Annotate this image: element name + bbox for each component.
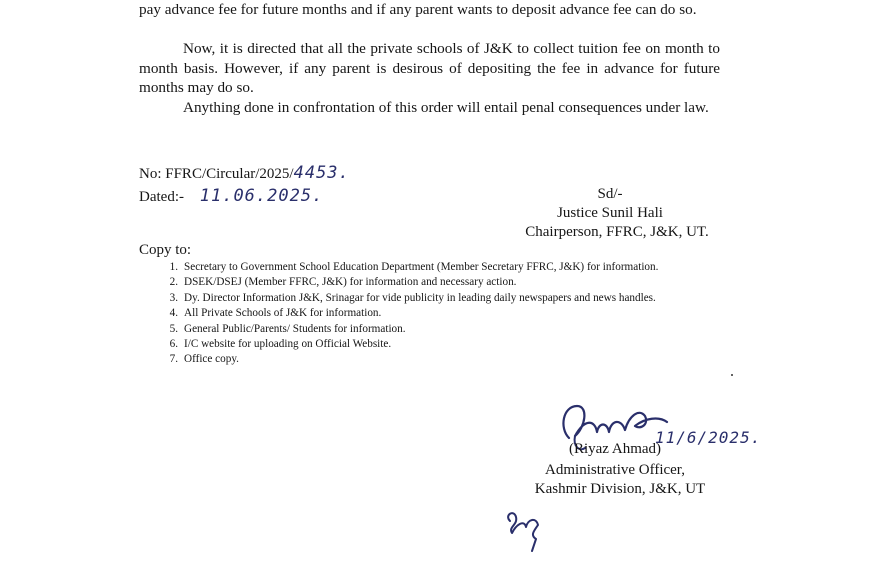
circular-number-label: No: FFRC/Circular/2025/ [139,166,294,182]
circular-date-label: Dated:- [139,189,184,205]
sd-mark: Sd/- [597,186,623,202]
circular-date-handwritten: 11.06.2025. [199,186,324,206]
copy-to-item: 4. All Private Schools of J&K for information. [169,307,382,320]
signatory-name: Justice Sunil Hali [557,205,663,221]
circular-number [139,163,350,183]
officer-designation: Administrative Officer, [545,462,685,478]
copy-to-item: 7. Office copy. [169,353,239,366]
circular-number-handwritten: 4453. [293,163,350,183]
signatory-designation: Chairperson, FFRC, J&K, UT. [525,224,709,240]
paragraph-penal: Anything done in confrontation of this order will entail penal consequences under law. [183,99,709,116]
copy-to-item: 2. DSEK/DSEJ (Member FFRC, J&K) for information and necessary action. [169,276,517,289]
copy-to-list [158,260,744,368]
paragraph-advance-fee: pay advance fee for future months and if any parent wants to deposit advance fee can do so. [139,1,697,18]
copy-to-item: 6. I/C website for uploading on Official Website. [169,338,392,351]
officer-division: Kashmir Division, J&K, UT [534,481,706,497]
circular-date [139,186,323,206]
initials-scribble-icon [500,505,550,555]
speck-mark [731,374,733,376]
paragraph-directive: Now, it is directed that all the private schools of J&K to collect tuition fee on month to month basis. However, if any parent is desirous of depositing the fee in advance for future months may do so. [139,40,720,96]
officer-signed-date: 11/6/2025. [655,428,762,447]
copy-to-item: 5. General Public/Parents/ Students for information. [169,322,406,335]
officer-name: (Riyaz Ahmad) [568,441,662,457]
copy-to-heading: Copy to: [139,242,192,258]
copy-to-item: 3. Dy. Director Information J&K, Srinagar for vide publicity in leading daily newspapers and news handles. [169,291,656,304]
copy-to-item: 1. Secretary to Government School Education Department (Member Secretary FFRC, J&K) for information. [169,261,659,273]
